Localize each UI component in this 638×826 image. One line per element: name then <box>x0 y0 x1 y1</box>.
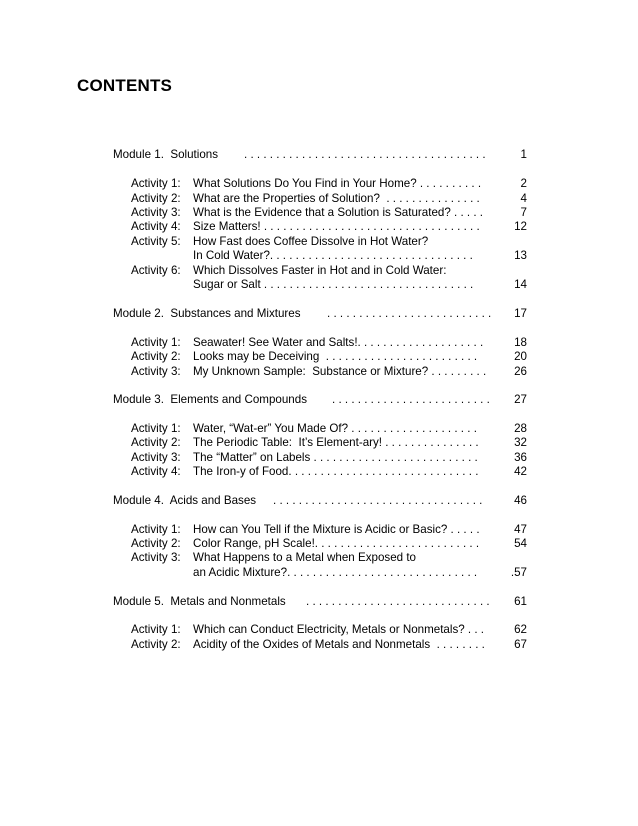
activity-title: Size Matters! . . . . . . . . . . . . . . . . . . . . . . . . . . . . . . . . . . <box>193 220 480 233</box>
page-number: 27 <box>514 393 527 406</box>
activity-title: Which Dissolves Faster in Hot and in Cold Water: <box>193 264 447 277</box>
toc-activity[interactable] <box>131 191 527 206</box>
toc-activity[interactable] <box>131 622 527 637</box>
activity-title-continued: Sugar or Salt . . . . . . . . . . . . . . . . . . . . . . . . . . . . . . . . . <box>193 278 474 291</box>
module-label: Module 4. Acids and Bases <box>113 494 257 507</box>
page-number: 2 <box>520 177 527 190</box>
toc-module-3[interactable] <box>113 392 527 407</box>
activity-label: Activity 1: <box>131 177 181 190</box>
activity-label: Activity 3: <box>131 451 181 464</box>
toc-activity[interactable] <box>131 450 527 465</box>
activity-title: The Periodic Table: It’s Element-ary! . . . . . . . . . . . . . . . <box>193 436 479 449</box>
activity-title: Acidity of the Oxides of Metals and Nonmetals . . . . . . . . <box>193 638 485 651</box>
activity-title: What is the Evidence that a Solution is Saturated? . . . . . <box>193 206 484 219</box>
module-label: Module 3. Elements and Compounds <box>113 393 307 406</box>
toc-activity[interactable] <box>131 219 527 234</box>
activity-label: Activity 1: <box>131 623 181 636</box>
page-number: 14 <box>514 278 527 291</box>
activity-title-continued: In Cold Water?. . . . . . . . . . . . . . . . . . . . . . . . . . . . . . . . <box>193 249 473 262</box>
page-number: 4 <box>520 192 527 205</box>
toc-activity[interactable] <box>131 550 527 565</box>
page-number: 67 <box>514 638 527 651</box>
toc-activity[interactable] <box>131 205 527 220</box>
activity-title: How Fast does Coffee Dissolve in Hot Water? <box>193 235 429 248</box>
activity-title: Seawater! See Water and Salts!. . . . . . . . . . . . . . . . . . . . <box>193 336 484 349</box>
page-number: 28 <box>514 422 527 435</box>
toc-activity[interactable] <box>131 263 527 278</box>
page-number: 46 <box>514 494 527 507</box>
activity-label: Activity 2: <box>131 537 181 550</box>
page-number: 32 <box>514 436 527 449</box>
activity-title: The Iron-y of Food. . . . . . . . . . . . . . . . . . . . . . . . . . . . . . <box>193 465 479 478</box>
toc-activity[interactable] <box>131 176 527 191</box>
activity-title: What are the Properties of Solution? . . . . . . . . . . . . . . . <box>193 192 480 205</box>
page-number: 12 <box>514 220 527 233</box>
toc-activity[interactable] <box>131 421 527 436</box>
activity-label: Activity 2: <box>131 638 181 651</box>
page-number: 26 <box>514 365 527 378</box>
activity-title: How can You Tell if the Mixture is Acidic or Basic? . . . . . <box>193 523 480 536</box>
activity-label: Activity 1: <box>131 523 181 536</box>
page-number: 42 <box>514 465 527 478</box>
toc-module-1[interactable] <box>113 147 527 162</box>
leader-dots: . . . . . . . . . . . . . . . . . . . . . . . . . . . . . . . . . . . . . . <box>244 148 486 161</box>
leader-dots: . . . . . . . . . . . . . . . . . . . . . . . . . . <box>327 307 492 320</box>
leader-dots: . . . . . . . . . . . . . . . . . . . . . . . . . . . . . <box>306 595 490 608</box>
toc-activity[interactable] <box>131 364 527 379</box>
page-number: 61 <box>514 595 527 608</box>
toc-activity-continued[interactable] <box>131 277 527 292</box>
toc-activity-continued[interactable] <box>131 565 527 580</box>
toc-activity[interactable] <box>131 335 527 350</box>
page-number: 13 <box>514 249 527 262</box>
activity-title: The “Matter” on Labels . . . . . . . . . . . . . . . . . . . . . . . . . . <box>193 451 478 464</box>
page-number: 18 <box>514 336 527 349</box>
activity-label: Activity 1: <box>131 336 181 349</box>
activity-label: Activity 4: <box>131 465 181 478</box>
activity-title: Which can Conduct Electricity, Metals or Nonmetals? . . . <box>193 623 485 636</box>
page-number: 7 <box>520 206 527 219</box>
toc-activity[interactable] <box>131 637 527 652</box>
activity-label: Activity 2: <box>131 350 181 363</box>
activity-label: Activity 2: <box>131 436 181 449</box>
page-number: 47 <box>514 523 527 536</box>
page-number: 1 <box>520 148 527 161</box>
toc-activity[interactable] <box>131 234 527 249</box>
activity-label: Activity 5: <box>131 235 181 248</box>
toc-activity[interactable] <box>131 349 527 364</box>
toc-activity[interactable] <box>131 435 527 450</box>
activity-title-continued: an Acidic Mixture?. . . . . . . . . . . . . . . . . . . . . . . . . . . . . . <box>193 566 478 579</box>
leader-dots: . . . . . . . . . . . . . . . . . . . . . . . . . . . . . . . . . <box>273 494 483 507</box>
activity-title: My Unknown Sample: Substance or Mixture? . . . . . . . . . <box>193 365 487 378</box>
module-label: Module 1. Solutions <box>113 148 219 161</box>
page-number: 17 <box>514 307 527 320</box>
page-number: .57 <box>510 566 527 579</box>
activity-title: Color Range, pH Scale!. . . . . . . . . . . . . . . . . . . . . . . . . . <box>193 537 480 550</box>
leader-dots: . . . . . . . . . . . . . . . . . . . . . . . . . <box>332 393 490 406</box>
activity-label: Activity 1: <box>131 422 181 435</box>
module-label: Module 5. Metals and Nonmetals <box>113 595 286 608</box>
activity-title: What Solutions Do You Find in Your Home? . . . . . . . . . . <box>193 177 482 190</box>
module-label: Module 2. Substances and Mixtures <box>113 307 301 320</box>
activity-label: Activity 6: <box>131 264 181 277</box>
toc-activity[interactable] <box>131 522 527 537</box>
page-number: 62 <box>514 623 527 636</box>
toc-module-2[interactable] <box>113 306 527 321</box>
toc-activity-continued[interactable] <box>131 248 527 263</box>
activity-title: What Happens to a Metal when Exposed to <box>193 551 416 564</box>
activity-title: Looks may be Deceiving . . . . . . . . . . . . . . . . . . . . . . . . <box>193 350 478 363</box>
activity-title: Water, “Wat-er” You Made Of? . . . . . . . . . . . . . . . . . . . . <box>193 422 477 435</box>
activity-label: Activity 4: <box>131 220 181 233</box>
page-number: 36 <box>514 451 527 464</box>
page-number: 54 <box>514 537 527 550</box>
page-number: 20 <box>514 350 527 363</box>
toc-module-4[interactable] <box>113 493 527 508</box>
toc-activity[interactable] <box>131 464 527 479</box>
toc-module-5[interactable] <box>113 594 527 609</box>
activity-label: Activity 2: <box>131 192 181 205</box>
toc-activity[interactable] <box>131 536 527 551</box>
activity-label: Activity 3: <box>131 365 181 378</box>
page-title: CONTENTS <box>77 76 173 95</box>
activity-label: Activity 3: <box>131 206 181 219</box>
activity-label: Activity 3: <box>131 551 181 564</box>
